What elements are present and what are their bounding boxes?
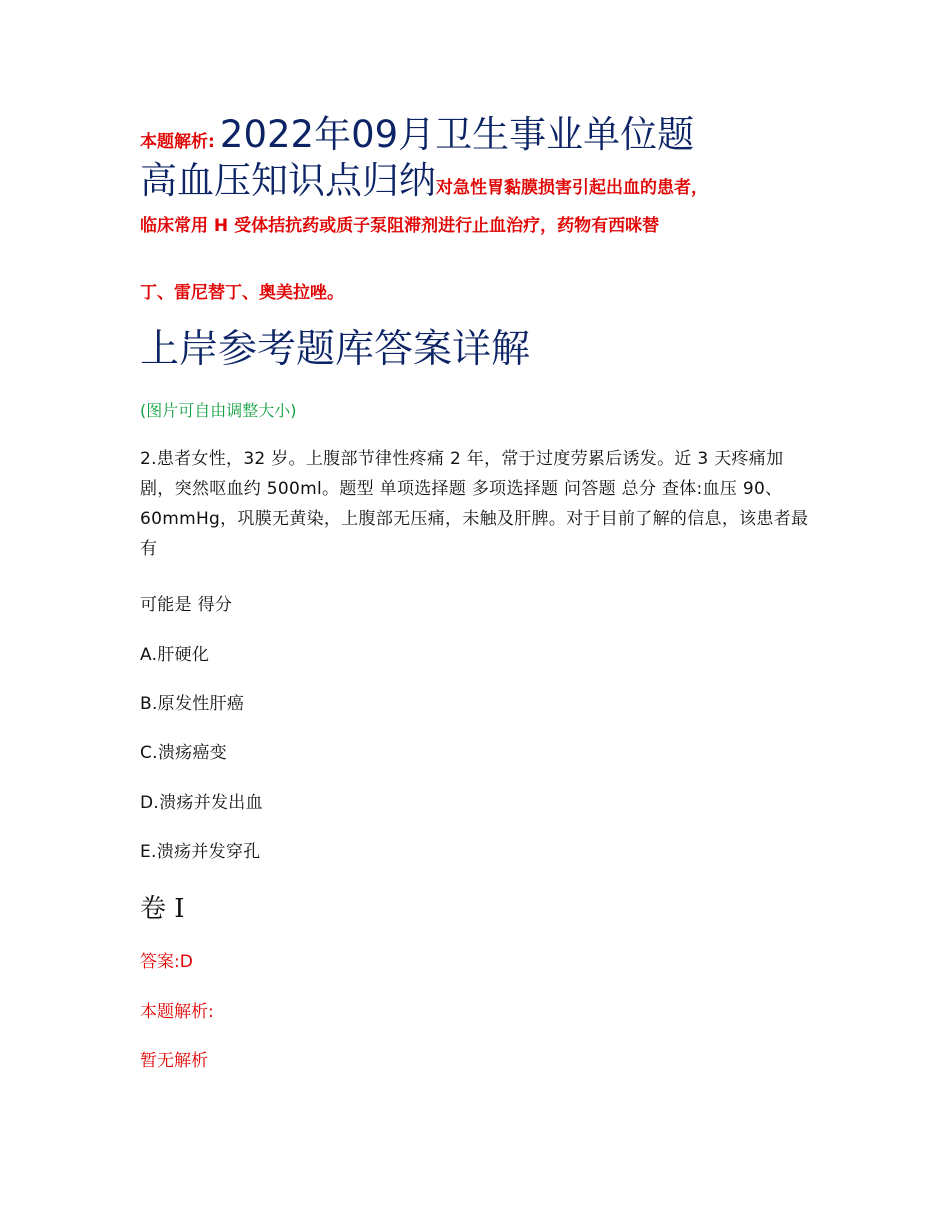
option-b: B.原发性肝癌 xyxy=(140,694,245,714)
analysis-text-2: 临床常用 H 受体拮抗药或质子泵阻滞剂进行止血治疗，药物有西咪替 xyxy=(140,215,660,236)
analysis-text-3: 丁、雷尼替丁、奥美拉唑。 xyxy=(140,283,344,303)
image-note: (图片可自由调整大小) xyxy=(140,401,297,420)
section-title: 上岸参考题库答案详解 xyxy=(140,327,531,372)
analysis-text-1: 对急性胃黏膜损害引起出血的患者， xyxy=(436,178,708,199)
question-stem-tail: 可能是 得分 xyxy=(140,595,233,615)
option-c: C.溃疡癌变 xyxy=(140,743,228,763)
option-a: A.肝硬化 xyxy=(140,645,210,665)
document-title-part1: 2022年09月卫生事业单位题 xyxy=(219,113,695,156)
question-stem: 2.患者女性，32 岁。上腹部节律性疼痛 2 年，常于过度劳累后诱发。近 3 天疼痛加剧，突然呕血约 500ml。题型 单项选择题 多项选择题 问答题 总分 查体:血压 90、60mmHg，巩膜无黄染，上腹部无压痛，未触及肝脾。对于目前了解的信息，该患者最有 xyxy=(140,449,809,559)
option-e: E.溃疡并发穿孔 xyxy=(140,842,261,862)
analysis-label-bottom: 本题解析: xyxy=(140,1002,214,1022)
intro-block xyxy=(140,112,820,247)
document-title-part2: 高血压知识点归纳 xyxy=(140,159,436,203)
analysis-text-bottom: 暂无解析 xyxy=(140,1051,208,1071)
volume-label: 卷 I xyxy=(140,894,185,924)
answer-line: 答案:D xyxy=(140,952,193,972)
option-d: D.溃疡并发出血 xyxy=(140,793,263,813)
analysis-label: 本题解析: xyxy=(140,132,215,152)
